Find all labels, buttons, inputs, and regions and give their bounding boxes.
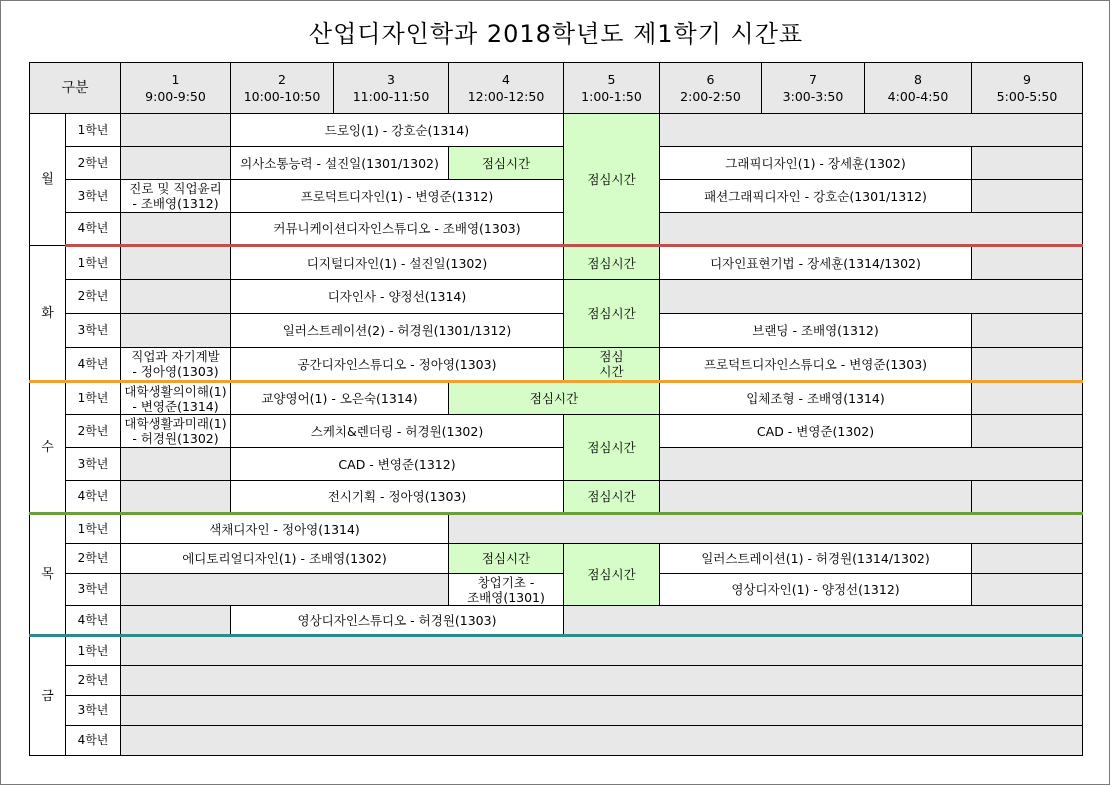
course-cell: 일러스트레이션(1) - 허경원(1314/1302) <box>660 544 972 574</box>
course-cell: 공간디자인스튜디오 - 정아영(1303) <box>231 348 564 382</box>
year-label: 2학년 <box>66 147 121 180</box>
course-cell: 디자인표현기법 - 장세훈(1314/1302) <box>660 246 972 280</box>
year-label: 3학년 <box>66 574 121 606</box>
period-header-1: 1 9:00-9:50 <box>121 63 231 114</box>
empty-cell <box>972 180 1083 213</box>
course-cell: 전시기획 - 정아영(1303) <box>231 481 564 514</box>
course-cell: 프로덕트디자인스튜디오 - 변영준(1303) <box>660 348 972 382</box>
table-row <box>30 514 1083 544</box>
year-label: 4학년 <box>66 213 121 246</box>
year-label: 2학년 <box>66 666 121 696</box>
table-row <box>30 544 1083 574</box>
table-row <box>30 213 1083 246</box>
empty-cell <box>972 382 1083 415</box>
period-header-3: 3 11:00-11:50 <box>334 63 449 114</box>
course-cell: 색채디자인 - 정아영(1314) <box>121 514 449 544</box>
table-row <box>30 666 1083 696</box>
year-label: 1학년 <box>66 514 121 544</box>
day-label-tue: 화 <box>30 246 66 382</box>
empty-cell <box>121 147 231 180</box>
header-corner: 구분 <box>30 63 121 114</box>
lunch-cell: 점심시간 <box>449 382 660 415</box>
course-cell: 창업기초 - 조배영(1301) <box>449 574 564 606</box>
day-label-mon: 월 <box>30 114 66 246</box>
year-label: 3학년 <box>66 314 121 348</box>
lunch-cell: 점심시간 <box>564 544 660 606</box>
course-cell: 영상디자인(1) - 양정선(1312) <box>660 574 972 606</box>
table-row <box>30 481 1083 514</box>
empty-cell <box>121 726 1083 756</box>
empty-cell <box>660 481 972 514</box>
course-cell: 프로덕트디자인(1) - 변영준(1312) <box>231 180 564 213</box>
year-label: 4학년 <box>66 348 121 382</box>
day-label-thu: 목 <box>30 514 66 636</box>
empty-cell <box>121 280 231 314</box>
course-cell: 대학생활과미래(1) - 허경원(1302) <box>121 415 231 448</box>
year-label: 3학년 <box>66 448 121 481</box>
year-label: 1학년 <box>66 114 121 147</box>
course-cell: 패션그래픽디자인 - 강호순(1301/1312) <box>660 180 972 213</box>
year-label: 2학년 <box>66 415 121 448</box>
lunch-cell: 점심시간 <box>564 280 660 348</box>
empty-cell <box>121 114 231 147</box>
table-row <box>30 348 1083 382</box>
empty-cell <box>121 696 1083 726</box>
empty-cell <box>121 666 1083 696</box>
course-cell: CAD - 변영준(1302) <box>660 415 972 448</box>
year-label: 3학년 <box>66 696 121 726</box>
day-label-wed: 수 <box>30 382 66 514</box>
empty-cell <box>972 574 1083 606</box>
empty-cell <box>660 114 1083 147</box>
table-row <box>30 180 1083 213</box>
year-label: 1학년 <box>66 246 121 280</box>
lunch-cell: 점심 시간 <box>564 348 660 382</box>
empty-cell <box>564 606 1083 636</box>
period-header-6: 6 2:00-2:50 <box>660 63 762 114</box>
table-row <box>30 726 1083 756</box>
period-header-2: 2 10:00-10:50 <box>231 63 334 114</box>
year-label: 1학년 <box>66 382 121 415</box>
course-cell: 진로 및 직업윤리 - 조배영(1312) <box>121 180 231 213</box>
table-row <box>30 415 1083 448</box>
course-cell: 영상디자인스튜디오 - 허경원(1303) <box>231 606 564 636</box>
lunch-cell: 점심시간 <box>449 147 564 180</box>
table-row <box>30 114 1083 147</box>
empty-cell <box>121 481 231 514</box>
period-header-5: 5 1:00-1:50 <box>564 63 660 114</box>
empty-cell <box>972 415 1083 448</box>
empty-cell <box>121 448 231 481</box>
header-row <box>30 63 1083 114</box>
course-cell: 디지털디자인(1) - 설진일(1302) <box>231 246 564 280</box>
table-row <box>30 448 1083 481</box>
year-label: 4학년 <box>66 481 121 514</box>
course-cell: 커뮤니케이션디자인스튜디오 - 조배영(1303) <box>231 213 564 246</box>
table-row <box>30 147 1083 180</box>
course-cell: 드로잉(1) - 강호순(1314) <box>231 114 564 147</box>
course-cell: 브랜딩 - 조배영(1312) <box>660 314 972 348</box>
course-cell: 입체조형 - 조배영(1314) <box>660 382 972 415</box>
empty-cell <box>660 280 1083 314</box>
table-row <box>30 382 1083 415</box>
lunch-cell: 점심시간 <box>564 415 660 481</box>
year-label: 3학년 <box>66 180 121 213</box>
course-cell: 스케치&렌더링 - 허경원(1302) <box>231 415 564 448</box>
year-label: 2학년 <box>66 544 121 574</box>
empty-cell <box>972 348 1083 382</box>
empty-cell <box>972 481 1083 514</box>
table-row <box>30 246 1083 280</box>
lunch-cell: 점심시간 <box>564 481 660 514</box>
year-label: 2학년 <box>66 280 121 314</box>
empty-cell <box>660 213 1083 246</box>
empty-cell <box>972 314 1083 348</box>
period-header-8: 8 4:00-4:50 <box>865 63 972 114</box>
period-header-9: 9 5:00-5:50 <box>972 63 1083 114</box>
table-row <box>30 280 1083 314</box>
lunch-cell: 점심시간 <box>564 246 660 280</box>
table-row <box>30 606 1083 636</box>
table-row <box>30 574 1083 606</box>
table-row <box>30 696 1083 726</box>
year-label: 1학년 <box>66 636 121 666</box>
course-cell: 그래픽디자인(1) - 장세훈(1302) <box>660 147 972 180</box>
course-cell: 의사소통능력 - 설진일(1301/1302) <box>231 147 449 180</box>
empty-cell <box>121 636 1083 666</box>
empty-cell <box>972 544 1083 574</box>
course-cell: 에디토리얼디자인(1) - 조배영(1302) <box>121 544 449 574</box>
day-label-fri: 금 <box>30 636 66 756</box>
empty-cell <box>121 246 231 280</box>
course-cell: 직업과 자기계발 - 정아영(1303) <box>121 348 231 382</box>
course-cell: CAD - 변영준(1312) <box>231 448 564 481</box>
period-header-7: 7 3:00-3:50 <box>762 63 865 114</box>
course-cell: 대학생활의이해(1) - 변영준(1314) <box>121 382 231 415</box>
page-title: 산업디자인학과 2018학년도 제1학기 시간표 <box>308 20 804 48</box>
course-cell: 일러스트레이션(2) - 허경원(1301/1312) <box>231 314 564 348</box>
course-cell: 디자인사 - 양정선(1314) <box>231 280 564 314</box>
empty-cell <box>972 147 1083 180</box>
empty-cell <box>121 213 231 246</box>
year-label: 4학년 <box>66 606 121 636</box>
empty-cell <box>660 448 1083 481</box>
timetable <box>29 62 1083 756</box>
empty-cell <box>121 574 449 606</box>
lunch-cell: 점심시간 <box>449 544 564 574</box>
period-header-4: 4 12:00-12:50 <box>449 63 564 114</box>
empty-cell <box>449 514 1083 544</box>
course-cell: 교양영어(1) - 오은숙(1314) <box>231 382 449 415</box>
table-row <box>30 314 1083 348</box>
empty-cell <box>121 314 231 348</box>
table-row <box>30 636 1083 666</box>
empty-cell <box>121 606 231 636</box>
empty-cell <box>972 246 1083 280</box>
year-label: 4학년 <box>66 726 121 756</box>
lunch-cell: 점심시간 <box>564 114 660 246</box>
